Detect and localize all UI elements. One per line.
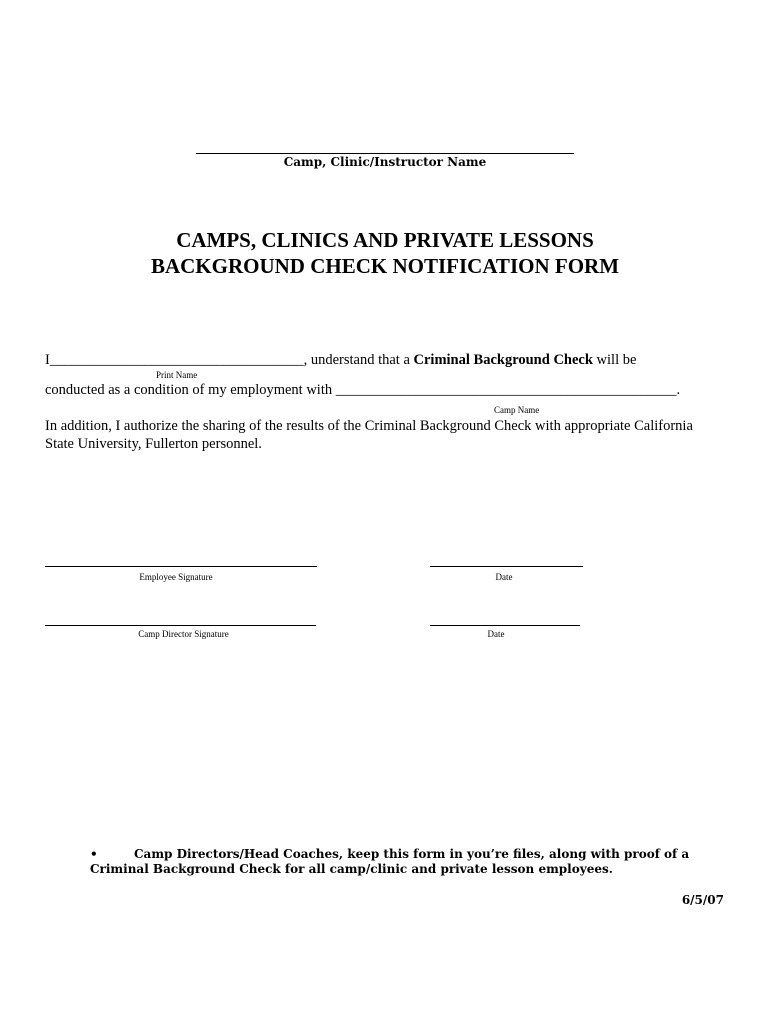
footer-note	[90, 847, 740, 877]
bullet-icon: •	[90, 847, 98, 861]
criminal-background-check-emphasis: Criminal Background Check	[413, 352, 593, 368]
director-date-label: Date	[487, 629, 505, 639]
form-title-line2: BACKGROUND CHECK NOTIFICATION FORM	[150, 254, 620, 278]
footer-note-line2: Criminal Background Check for all camp/clinic and private lesson employees.	[90, 862, 613, 876]
authorization-line2: State University, Fullerton personnel.	[45, 436, 262, 452]
statement-line1-prefix: I___________________________________, understand that a	[45, 352, 414, 368]
form-title-line1: CAMPS, CLINICS AND PRIVATE LESSONS	[176, 228, 594, 252]
authorization-line1: In addition, I authorize the sharing of the results of the Criminal Background Check with appropriate California	[45, 418, 693, 434]
instructor-name-line	[196, 153, 574, 154]
revision-date: 6/5/07	[681, 893, 724, 907]
camp-name-label: Camp Name	[494, 405, 540, 415]
employee-date-label: Date	[495, 572, 513, 582]
director-signature-label: Camp Director Signature	[138, 629, 229, 639]
employee-date-line	[430, 566, 583, 567]
footer-note-line1	[90, 847, 740, 862]
statement-line2: conducted as a condition of my employment with _______________________________________________.	[45, 382, 681, 398]
employee-signature-label: Employee Signature	[139, 572, 213, 582]
footer-note-text1: Camp Directors/Head Coaches, keep this form in you’re files, along with proof of a	[134, 847, 690, 861]
print-name-label: Print Name	[156, 370, 198, 380]
statement-line1	[45, 352, 636, 369]
director-signature-line	[45, 625, 316, 626]
employee-signature-line	[45, 566, 317, 567]
statement-line1-suffix: will be	[592, 352, 637, 368]
director-date-line	[430, 625, 580, 626]
instructor-name-label: Camp, Clinic/Instructor Name	[283, 155, 487, 169]
